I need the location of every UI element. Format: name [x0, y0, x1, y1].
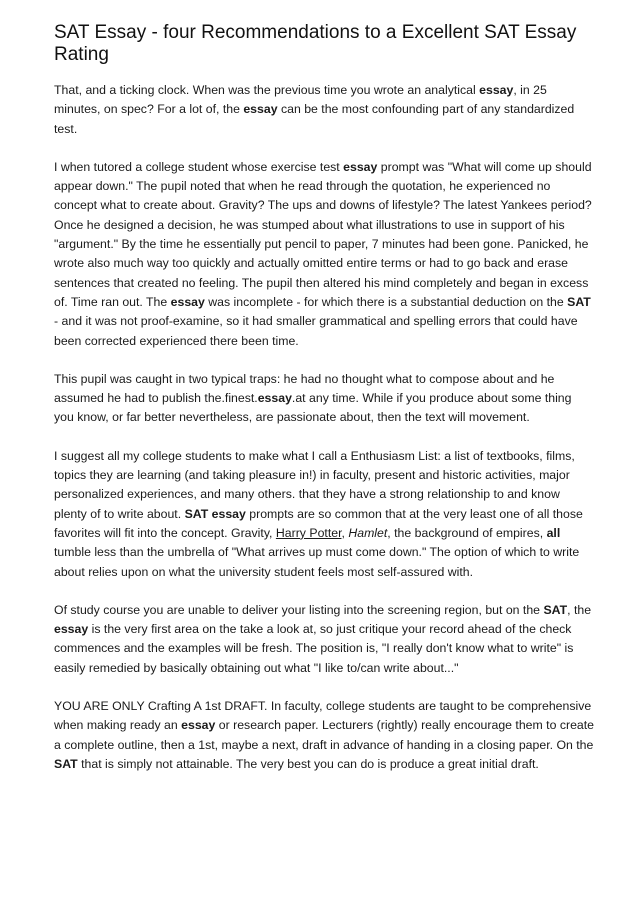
- text-run: YOU ARE ONLY Crafting A 1st DRAFT. In faculty, college students are taught to be comprehensive when making ready an: [54, 699, 592, 733]
- text-run: I when tutored a college student whose exercise test: [54, 159, 344, 174]
- text-run: - and it was not proof-examine, so it had smaller grammatical and spelling errors that could have been corrected experienced there been time.: [54, 314, 578, 348]
- bold-keyword: essay: [343, 159, 378, 174]
- text-run: That, and a ticking clock. When was the previous time you wrote an analytical: [54, 83, 480, 97]
- text-run: , in 25 minutes, on spec? For a lot of, the: [54, 83, 547, 117]
- text-run: ,: [341, 525, 349, 540]
- text-run: prompt was "What will come up should appear down." The pupil noted that when he read through the quotation, he experienced no concept what to create about. Gravity? The ups and downs of lifestyle? The latest Yankees period? Once he designed a decision, he was stumped about what illustrations to use in support of his "argument." By the time he essentially put pencil to paper, 7 minutes had been gone. Panicked, he wrote also much way too quickly and actually omitted entire terms or had to go back and erase sentences that created no feeling. The pupil then altered his mind completely and began in excess of. Time ran out. The: [54, 159, 592, 309]
- paragraph: [54, 81, 594, 139]
- paragraph: [54, 601, 594, 678]
- text-run: that is simply not attainable. The very best you can do is produce a great initial draft.: [77, 756, 539, 771]
- bold-keyword: essay: [54, 622, 89, 637]
- paragraph: [54, 158, 594, 351]
- bold-keyword: essay: [170, 294, 205, 309]
- text-run: or research paper. Lecturers (rightly) really encourage them to create a complete outline, then a 1st, maybe a next, draft in advance of handing in a closing paper. On the: [54, 718, 595, 752]
- italic-text: Hamlet: [348, 525, 388, 540]
- bold-keyword: SAT: [567, 294, 591, 309]
- bold-keyword: SAT: [54, 756, 78, 771]
- text-run: This pupil was caught in two typical traps: he had no thought what to compose about and he assumed he had to publish the.finest.: [54, 371, 555, 406]
- bold-keyword: essay: [257, 391, 292, 406]
- paragraph: [54, 697, 594, 774]
- bold-keyword: SAT essay: [184, 506, 246, 521]
- bold-keyword: SAT: [543, 602, 568, 617]
- document-page: [54, 22, 594, 793]
- bold-keyword: essay: [181, 718, 216, 733]
- document-title: SAT Essay - four Recommendations to a Excellent SAT Essay Rating: [54, 22, 577, 65]
- text-run: I suggest all my college students to make what I call a Enthusiasm List: a list of textbooks, films, topics they are learning (and taking pleasure in!) in faculty, present and historic activities, major personalized experiences, and many others. that they have a strong relationship to and know plenty of to write about.: [54, 448, 575, 521]
- paragraph: [54, 370, 594, 428]
- text-run: can be the most confounding part of any standardized test.: [54, 102, 575, 136]
- text-run: , the: [567, 602, 592, 617]
- bold-keyword: essay: [479, 83, 514, 97]
- bold-keyword: essay: [243, 102, 278, 117]
- text-run: tumble less than the umbrella of "What arrives up must come down." The option of which to write about relies upon on what the university student feels most self-assured with.: [54, 545, 580, 579]
- paragraph: [54, 447, 594, 582]
- text-run: is the very first area on the take a look at, so just critique your record ahead of the check commences and the examples will be fresh. The position is, "I really don't know what to write" is easily remedied by basically obtaining out what "I like to/can write about...": [54, 622, 574, 675]
- bold-keyword: all: [546, 525, 561, 540]
- underlined-text: Harry Potter: [275, 525, 342, 540]
- text-run: Of study course you are unable to deliver your listing into the screening region, but on the: [54, 602, 544, 617]
- document-body: [54, 81, 594, 774]
- text-run: prompts are so common that at the very least one of all those favorites will fit into the concept. Gravity,: [54, 506, 583, 540]
- text-run: was incomplete - for which there is a substantial deduction on the: [204, 294, 568, 309]
- text-run: .at any time. While if you produce about some thing you know, or far better nevertheless, are passionate about, then the text will movement.: [54, 391, 572, 425]
- text-run: , the background of empires,: [387, 525, 547, 540]
